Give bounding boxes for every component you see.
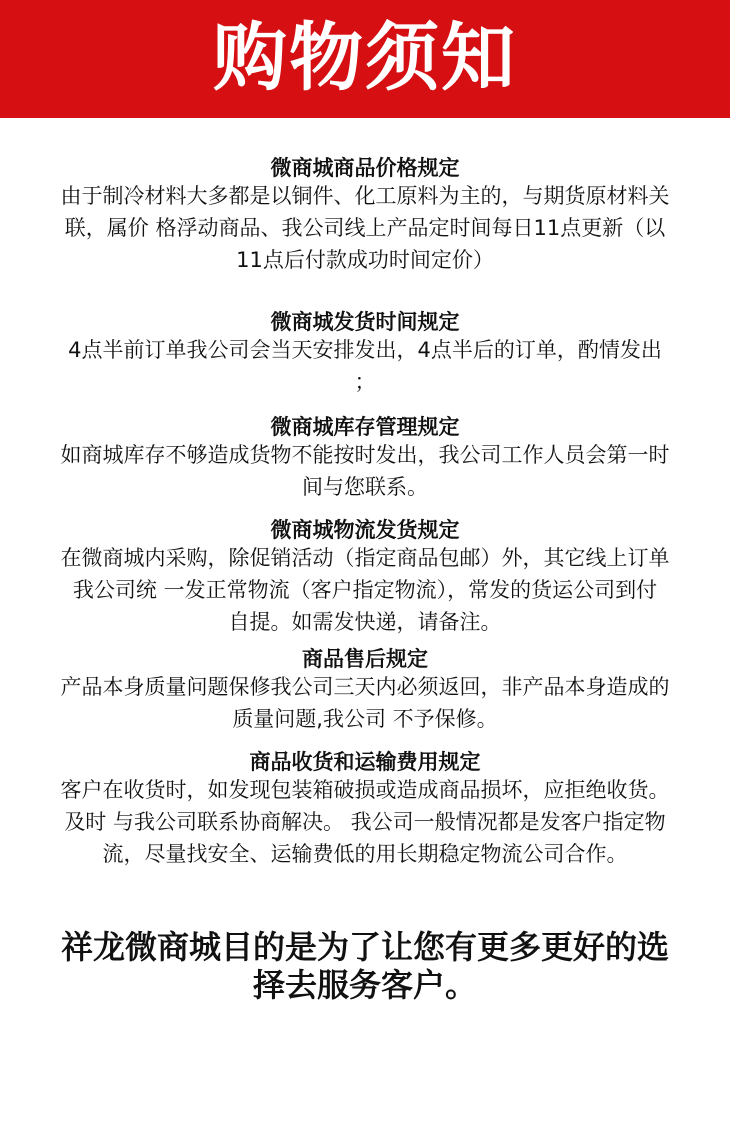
section-price-rules bbox=[18, 156, 712, 276]
footer-line: 择去服务客户。 bbox=[252, 966, 477, 1004]
section-line: 11点后付款成功时间定价） bbox=[236, 248, 494, 272]
section-line: 自提。如需发快递，请备注。 bbox=[228, 610, 502, 634]
section-after-sales-rules bbox=[18, 647, 712, 735]
footer-slogan bbox=[20, 928, 710, 1004]
section-line: 在微商城内采购，除促销活动（指定商品包邮）外，其它线上订单 bbox=[60, 546, 670, 570]
section-line: 由于制冷材料大多都是以铜件、化工原料为主的，与期货原材料关 bbox=[60, 184, 670, 208]
section-line: 联，属价 格浮动商品、我公司线上产品定时间每日11点更新（以 bbox=[64, 216, 666, 240]
footer-line: 祥龙微商城目的是为了让您有更多更好的选 bbox=[60, 928, 669, 966]
section-receiving-shipping-cost-rules bbox=[18, 750, 712, 870]
section-title: 微商城库存管理规定 bbox=[270, 415, 460, 439]
section-title: 微商城发货时间规定 bbox=[270, 310, 460, 334]
page-title: 购物须知 bbox=[213, 15, 517, 101]
section-title: 商品收货和运输费用规定 bbox=[249, 750, 481, 774]
section-line: 流，尽量找安全、运输费低的用长期稳定物流公司合作。 bbox=[102, 842, 628, 866]
section-line: 产品本身质量问题保修我公司三天内必须返回，非产品本身造成的 bbox=[60, 675, 670, 699]
section-shipping-time-rules bbox=[18, 310, 712, 398]
header-banner bbox=[0, 0, 730, 118]
section-title: 商品售后规定 bbox=[302, 647, 428, 671]
section-inventory-rules bbox=[18, 415, 712, 503]
section-line: 质量问题,我公司 不予保修。 bbox=[232, 707, 498, 731]
section-title: 微商城物流发货规定 bbox=[270, 518, 460, 542]
section-line: 如商城库存不够造成货物不能按时发出，我公司工作人员会第一时 bbox=[60, 443, 670, 467]
section-line: ； bbox=[354, 370, 376, 394]
section-title: 微商城商品价格规定 bbox=[270, 156, 460, 180]
section-line: 我公司统 一发正常物流（客户指定物流），常发的货运公司到付 bbox=[72, 578, 658, 602]
section-logistics-rules bbox=[18, 518, 712, 638]
section-line: 4点半前订单我公司会当天安排发出，4点半后的订单，酌情发出 bbox=[68, 338, 662, 362]
section-line: 间与您联系。 bbox=[302, 475, 428, 499]
section-line: 及时 与我公司联系协商解决。 我公司一般情况都是发客户指定物 bbox=[64, 810, 666, 834]
section-line: 客户在收货时，如发现包装箱破损或造成商品损坏，应拒绝收货。 bbox=[60, 778, 670, 802]
